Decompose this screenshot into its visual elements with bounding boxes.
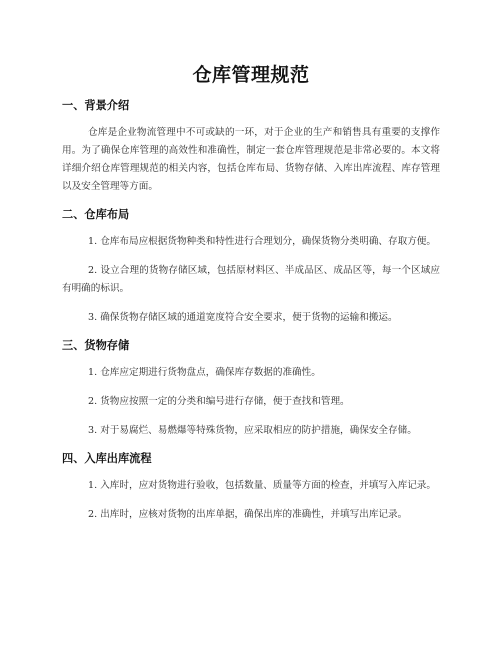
section-background bbox=[62, 98, 440, 196]
document-body bbox=[62, 98, 440, 535]
section-heading: 一、背景介绍 bbox=[62, 99, 130, 112]
paragraph: 1. 仓库布局应根据货物种类和特性进行合理划分，确保货物分类明确、存取方便。 bbox=[88, 236, 436, 247]
paragraph: 2. 货物应按照一定的分类和编号进行存储，便于查找和管理。 bbox=[88, 396, 350, 407]
paragraph: 3. 确保货物存储区域的通道宽度符合安全要求，便于货物的运输和搬运。 bbox=[88, 312, 398, 323]
paragraph: 2. 出库时，应核对货物的出库单据，确保出库的准确性，并填写出库记录。 bbox=[88, 509, 408, 520]
paragraph: 1. 入库时，应对货物进行验收，包括数量、质量等方面的检查，并填写入库记录。 bbox=[88, 480, 436, 491]
paragraph: 3. 对于易腐烂、易燃爆等特殊货物，应采取相应的防护措施，确保安全存储。 bbox=[88, 425, 417, 436]
paragraph: 2. 设立合理的货物存储区域，包括原材料区、半成品区、成品区等，每一个区域应有明确的标识。 bbox=[62, 265, 440, 294]
page-title: 仓库管理规范 bbox=[192, 64, 310, 86]
section-heading: 二、仓库布局 bbox=[62, 208, 130, 221]
section-heading: 三、货物存储 bbox=[62, 339, 130, 352]
section-storage bbox=[62, 338, 440, 440]
section-layout bbox=[62, 207, 440, 327]
paragraph: 1. 仓库应定期进行货物盘点，确保库存数据的准确性。 bbox=[88, 367, 321, 378]
section-heading: 四、入库出库流程 bbox=[62, 452, 152, 465]
section-inbound-outbound bbox=[62, 451, 440, 524]
paragraph: 仓库是企业物流管理中不可或缺的一环，对于企业的生产和销售具有重要的支撑作用。为了确保仓库管理的高效性和准确性，制定一套仓库管理规范是非常必要的。本文将详细介绍仓库管理规范的相关内容，包括仓库布局、货物存储、入库出库流程、库存管理以及安全管理等方面。 bbox=[62, 127, 440, 192]
